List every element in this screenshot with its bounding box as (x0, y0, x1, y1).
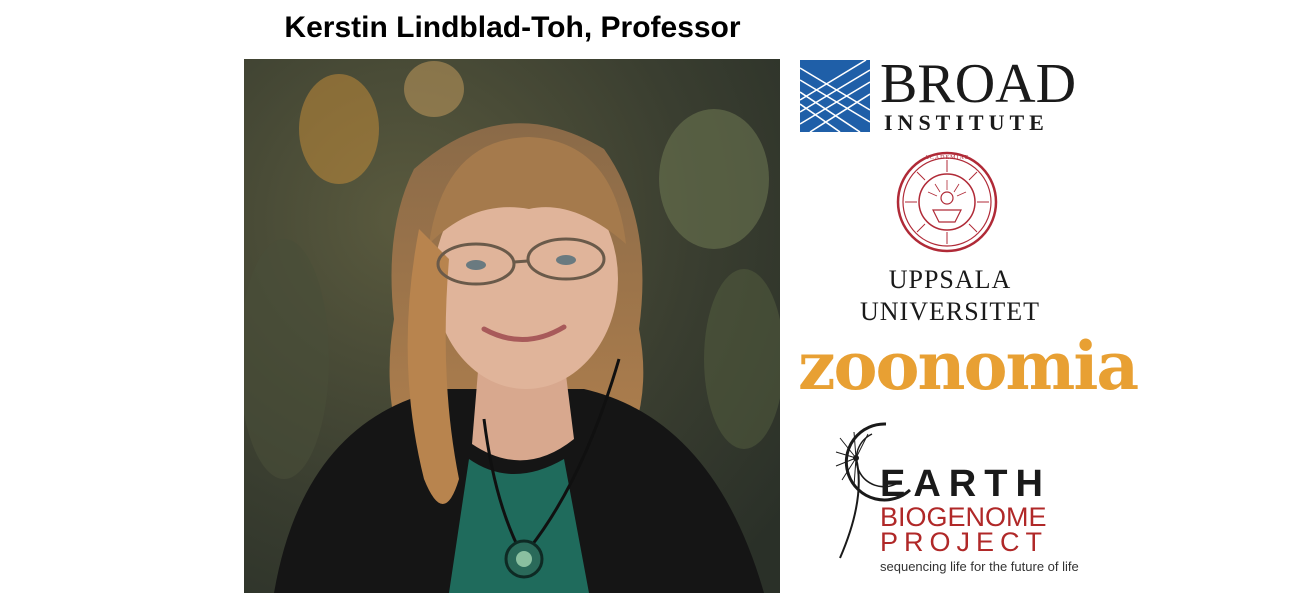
broad-lattice-icon (800, 60, 870, 132)
broad-institute-logo (800, 53, 1100, 136)
uppsala-wordmark (855, 264, 1045, 328)
broad-subtitle: INSTITUTE (884, 110, 1049, 135)
uppsala-line2: UNIVERSITET (860, 297, 1040, 326)
uppsala-line1: UPPSALA (888, 265, 1012, 294)
ebp-earth-text: EARTH (880, 463, 1051, 505)
ebp-project-text: PROJECT (880, 527, 1049, 557)
svg-text:ACADEMIAE: ACADEMIAE (924, 155, 970, 161)
broad-wordmark: BROAD (880, 53, 1077, 115)
uppsala-seal-icon (895, 150, 999, 254)
ebp-tagline: sequencing life for the future of life (880, 559, 1079, 574)
ebp-biogenome-text: BIOGENOME (880, 502, 1047, 532)
zoonomia-logo: zoonomia (798, 327, 1138, 405)
portrait-photo (244, 59, 780, 593)
page-title: Kerstin Lindblad-Toh, Professor (284, 11, 741, 44)
